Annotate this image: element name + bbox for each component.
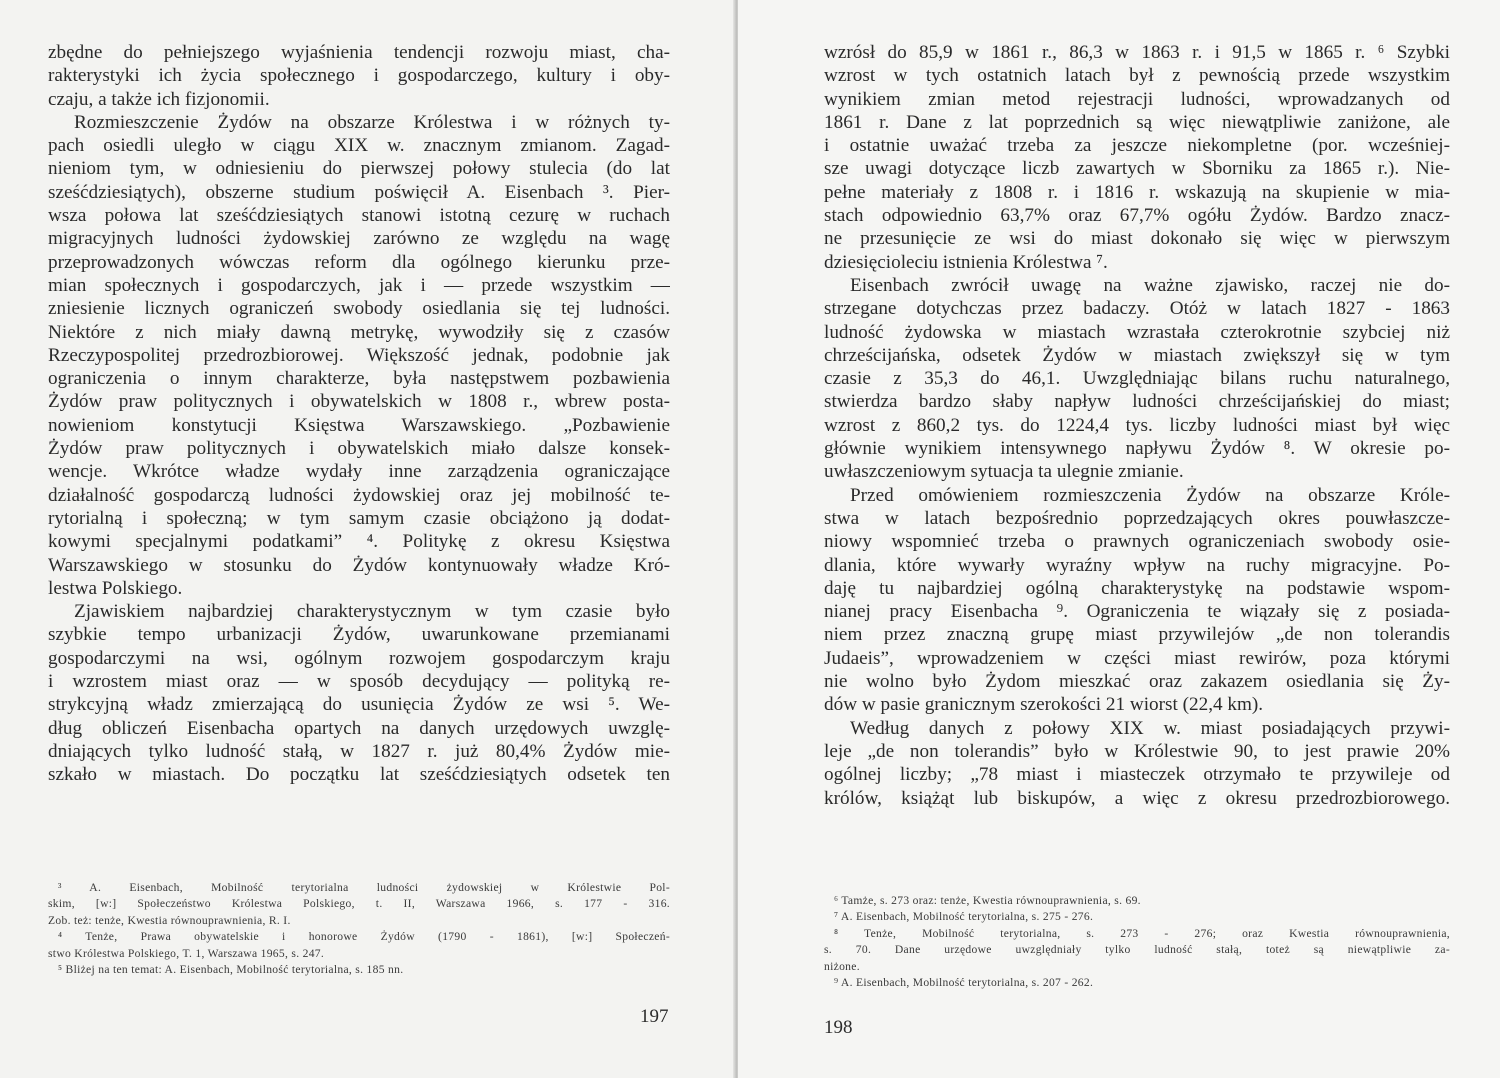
- text-line: Żydów praw politycznych i obywatelskich miało dalsze konsek-: [48, 438, 670, 460]
- page-number: 198: [824, 1017, 853, 1038]
- text-line: Eisenbach zwrócił uwagę na ważne zjawisko, raczej nie do-: [850, 274, 1450, 296]
- text-line: ludność żydowska w miastach wzrastała czterokrotnie szybciej niż: [824, 321, 1450, 343]
- footnote-line: stwo Królestwa Polskiego, T. 1, Warszawa 1965, s. 247.: [48, 946, 325, 960]
- text-line: głównie wynikiem intensywnego napływu Żydów ⁸. W okresie po-: [824, 438, 1450, 460]
- text-line: wynikiem zmian metod rejestracji ludności, wprowadzanych od: [824, 88, 1450, 110]
- text-line: wzrost w tych ostatnich latach był z pewnością przede wszystkim: [824, 65, 1450, 87]
- text-line: nie wolno było Żydom mieszkać oraz zakazem osiedlania się Ży-: [824, 671, 1450, 693]
- text-line: Żydów praw politycznych i obywatelskich w 1808 r., wbrew posta-: [48, 391, 670, 413]
- text-line: gospodarczymi na wsi, ogólnym rozwojem gospodarczym kraju: [48, 647, 670, 669]
- footnote-line: s. 70. Dane urzędowe uwzględniały tylko ludność stałą, toteż są niewątpliwie za-: [824, 943, 1450, 957]
- footnote-line: ⁷ A. Eisenbach, Mobilność terytorialna, s. 275 - 276.: [834, 910, 1094, 924]
- page-number: 197: [640, 1006, 669, 1027]
- text-line: wsza połowa lat sześćdziesiątych stanowi istotną cezurę w ruchach: [48, 205, 670, 227]
- text-line: Przed omówieniem rozmieszczenia Żydów na obszarze Króle-: [850, 484, 1450, 506]
- text-line: Według danych z połowy XIX w. miast posiadających przywi-: [850, 717, 1450, 739]
- text-line: szybkie tempo urbanizacji Żydów, uwarunkowane przemianami: [48, 624, 670, 646]
- text-line: lestwa Polskiego.: [48, 577, 183, 599]
- text-line: uwłaszczeniowym sytuacja ta ulegnie zmianie.: [824, 461, 1184, 483]
- text-line: ne przesunięcie ze wsi do miast dokonało się więc w pierwszym: [824, 228, 1450, 250]
- footnote-line: ⁹ A. Eisenbach, Mobilność terytorialna, s. 207 - 262.: [834, 975, 1094, 989]
- footnote-line: ³ A. Eisenbach, Mobilność terytorialna ludności żydowskiej w Królestwie Pol-: [58, 881, 670, 894]
- text-line: wencje. Wkrótce władze wydały inne zarządzenia ograniczające: [48, 461, 670, 483]
- text-line: strzegane dotychczas przez badaczy. Otóż w latach 1827 - 1863: [824, 298, 1450, 320]
- text-line: pach osiedli uległo w ciągu XIX w. znacznym zmianom. Zagad-: [48, 135, 670, 157]
- text-line: czasie z 35,3 do 46,1. Uwzględniając bilans ruchu naturalnego,: [824, 368, 1450, 390]
- text-line: zbędne do pełniejszego wyjaśnienia tendencji rozwoju miast, cha-: [48, 42, 670, 63]
- text-line: Warszawskiego w stosunku do Żydów kontynuowały władze Kró-: [48, 554, 670, 576]
- text-line: rakterystyki ich życia społecznego i gospodarczego, kultury i oby-: [48, 65, 670, 87]
- footnote-line: ⁴ Tenże, Prawa obywatelskie i honorowe Żydów (1790 - 1861), [w:] Społeczeń-: [58, 930, 670, 944]
- text-line: ograniczenia o innym charakterze, była następstwem pozbawienia: [48, 368, 670, 390]
- text-line: chrześcijańska, odsetek Żydów w miastach zwiększył się w tym: [824, 344, 1450, 366]
- text-line: Zjawiskiem najbardziej charakterystycznym w tym czasie było: [74, 601, 670, 623]
- text-line: ogólnej liczby; „78 miast i miasteczek otrzymało te przywileje od: [824, 764, 1450, 786]
- text-line: niowy wspomnieć trzeba o prawnych ograniczeniach swobody osie-: [824, 531, 1450, 553]
- text-line: dlania, które wywarły wyraźny wpływ na ruchy migracyjne. Po-: [824, 554, 1450, 576]
- left-body-text: [48, 41, 670, 787]
- text-line: rytorialną i społeczną; w tym samym czasie obciążono ją dodat-: [48, 507, 670, 529]
- text-line: stwierdza bardzo słaby napływ ludności chrześcijańskiej do miast;: [824, 391, 1450, 413]
- footnote-line: skim, [w:] Społeczeństwo Królestwa Polskiego, t. II, Warszawa 1966, s. 177 - 316.: [48, 897, 670, 911]
- text-line: leje „de non tolerandis” było w Królestwie 90, to jest prawie 20%: [824, 740, 1450, 762]
- text-line: dług obliczeń Eisenbacha opartych na danych urzędowych uwzglę-: [48, 717, 670, 739]
- text-line: Judaeis”, wprowadzeniem w części miast rewirów, poza którymi: [824, 647, 1450, 669]
- text-line: Niektóre z nich miały dawną metrykę, wywodziły się z czasów: [48, 321, 670, 343]
- text-line: dniających tylko ludność stałą, w 1827 r. już 80,4% Żydów mie-: [48, 740, 670, 762]
- text-line: dziesięcioleciu istnienia Królestwa ⁷.: [824, 251, 1108, 273]
- text-line: sześćdziesiątych), obszerne studium poświęcił A. Eisenbach ³. Pier-: [48, 181, 670, 203]
- text-line: nianej pracy Eisenbacha ⁹. Ograniczenia te wiązały się z posiada-: [824, 601, 1450, 623]
- text-line: mian społecznych i gospodarczych, jak i — przede wszystkim —: [48, 274, 670, 296]
- left-footnotes: [48, 880, 670, 978]
- text-line: szkało w miastach. Do początku lat sześćdziesiątych odsetek ten: [48, 764, 670, 786]
- text-line: Rozmieszczenie Żydów na obszarze Królestwa i w różnych ty-: [74, 111, 670, 133]
- text-line: czaju, a także ich fizjonomii.: [48, 88, 270, 110]
- text-line: królów, książąt lub biskupów, a więc z okresu przedrozbiorowego.: [824, 787, 1450, 809]
- footnote-line: ⁶ Tamże, s. 273 oraz: tenże, Kwestia równouprawnienia, s. 69.: [834, 894, 1141, 907]
- text-line: wzrósł do 85,9 w 1861 r., 86,3 w 1863 r. i 91,5 w 1865 r. ⁶ Szybki: [824, 42, 1450, 63]
- text-line: kowymi specjalnymi podatkami” ⁴. Politykę z okresu Księstwa: [48, 531, 670, 553]
- text-line: pełne materiały z 1808 r. i 1816 r. wskazują na skupienie w mia-: [824, 181, 1450, 203]
- text-line: strykcyjną władz zmierzającą do usunięcia Żydów ze wsi ⁵. We-: [48, 694, 670, 716]
- text-line: niem przez znaczną grupę miast przywilejów „de non tolerandis: [824, 624, 1450, 646]
- footnote-line: ⁵ Bliżej na ten temat: A. Eisenbach, Mobilność terytorialna, s. 185 nn.: [58, 962, 404, 976]
- right-page: [738, 0, 1500, 1078]
- footnote-line: niżone.: [824, 959, 860, 973]
- text-line: migracyjnych ludności żydowskiej zarówno ze względu na wagę: [48, 228, 670, 250]
- text-line: działalność gospodarczą ludności żydowskiej oraz jej mobilność te-: [48, 484, 670, 506]
- text-line: i wzrostem miast oraz — w sposób decydujący — polityką re-: [48, 671, 670, 693]
- right-footnotes: [824, 893, 1450, 991]
- text-line: stwa w latach bezpośrednio poprzedzających okres pouwłaszcze-: [824, 507, 1450, 529]
- text-line: nowieniom konstytucji Księstwa Warszawskiego. „Pozbawienie: [48, 414, 670, 436]
- left-page: [0, 0, 735, 1078]
- text-line: daję tu najbardziej ogólną charakterystykę na podstawie wspom-: [824, 577, 1450, 599]
- footnote-line: ⁸ Tenże, Mobilność terytorialna, s. 273 - 276; oraz Kwestia równouprawnienia,: [834, 926, 1450, 940]
- text-line: nieniom tym, w odniesieniu do pierwszej połowy stulecia (do lat: [48, 158, 670, 180]
- text-line: zniesienie licznych ograniczeń swobody osiedlania się tej ludności.: [48, 298, 670, 320]
- right-body-text: [824, 41, 1450, 810]
- text-line: i ostatnie uważać trzeba za jeszcze niekompletne (por. wcześniej-: [824, 135, 1450, 157]
- text-line: Rzeczypospolitej przedrozbiorowej. Większość jednak, podobnie jak: [48, 344, 670, 366]
- text-line: 1861 r. Dane z lat poprzednich są więc niewątpliwie zaniżone, ale: [824, 111, 1450, 133]
- text-line: przeprowadzonych wówczas reform dla ogólnego kierunku prze-: [48, 251, 670, 273]
- text-line: sze uwagi dotyczące liczb zawartych w Sborniku za 1865 r.). Nie-: [824, 158, 1450, 180]
- text-line: wzrost z 860,2 tys. do 1224,4 tys. liczby ludności miast był więc: [824, 414, 1450, 436]
- text-line: stach odpowiednio 63,7% oraz 67,7% ogółu Żydów. Bardzo znacz-: [824, 205, 1450, 227]
- text-line: dów w pasie granicznym szerokości 21 wiorst (22,4 km).: [824, 694, 1264, 716]
- footnote-line: Zob. też: tenże, Kwestia równouprawnienia, R. I.: [48, 913, 291, 927]
